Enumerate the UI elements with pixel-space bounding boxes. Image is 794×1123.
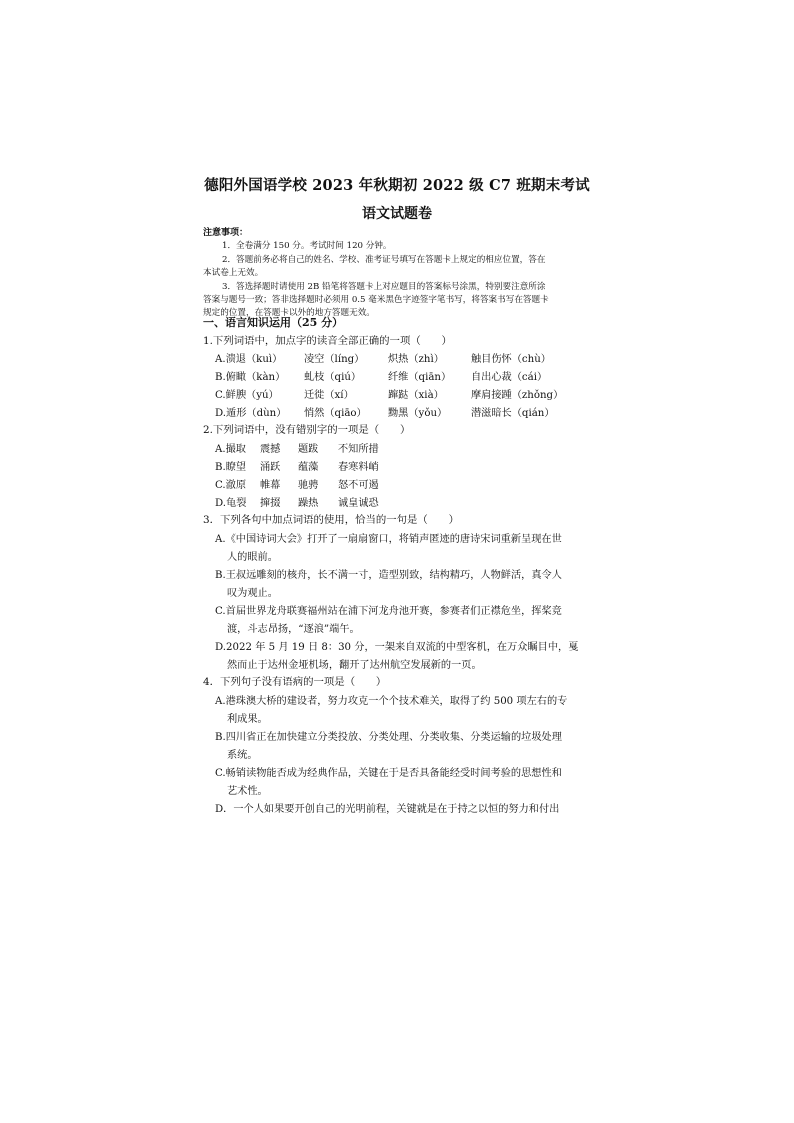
question-3-stem: 3．下列各句中加点词语的使用，恰当的一句是（ ）: [203, 514, 459, 526]
notes-heading: 注意事项：: [203, 228, 249, 238]
exam-subtitle: 语文试题卷: [362, 206, 432, 222]
q2-cell: 帷幕: [260, 480, 281, 491]
note-line: 3．答选择题时请使用 2B 铅笔将答题卡上对应题目的答案标号涂黑，特别要注意所涂: [222, 282, 546, 292]
q3-option-d-cont: 然而止于达州金垭机场，翻开了达州航空发展新的一页。: [227, 660, 482, 671]
q1-option-a: A.溃退（kuì）: [215, 354, 283, 365]
q1-cell: 炽热（zhì）: [388, 354, 444, 365]
q4-option-a: A.港珠澳大桥的建设者，努力攻克一个个技术难关，取得了约 500 项左右的专: [215, 696, 568, 707]
q2-cell: 题跋: [298, 444, 319, 455]
q2-cell: 不知所措: [338, 444, 379, 455]
q2-cell: 春寒料峭: [338, 462, 379, 473]
q1-cell: 触目伤怀（chù）: [471, 354, 551, 365]
q2-cell: 震撼: [260, 444, 281, 455]
q4-option-b-cont: 系统。: [227, 750, 258, 761]
q1-cell: 虬枝（qiú）: [304, 372, 362, 383]
q3-option-c-cont: 渡，斗志昂扬，“逐浪”端午。: [227, 624, 360, 635]
q3-option-b: B.王叔远雕刻的核舟，长不满一寸，造型别致，结构精巧，人物鲜活，真令人: [215, 570, 562, 581]
question-4-stem: 4．下列句子没有语病的一项是（ ）: [203, 676, 387, 688]
q1-cell: 黝黑（yǒu）: [388, 408, 448, 419]
q2-option-d: D.龟裂: [215, 498, 247, 509]
q1-option-b: B.俯瞰（kàn）: [215, 372, 286, 383]
q2-option-c: C.澈原: [215, 480, 247, 491]
q1-cell: 潜滋暗长（qián）: [471, 408, 555, 419]
q2-cell: 涌跃: [260, 462, 281, 473]
q1-cell: 自出心裁（cái）: [471, 372, 548, 383]
q1-cell: 悄然（qiāo）: [304, 408, 367, 419]
note-line: 本试卷上无效。: [203, 268, 264, 278]
q2-cell: 驰骋: [298, 480, 319, 491]
q4-option-c: C.畅销读物能否成为经典作品，关键在于是否具备能经受时间考验的思想性和: [215, 768, 562, 779]
q2-cell: 蕴藻: [298, 462, 319, 473]
note-line: 2．答题前务必将自己的姓名、学校、准考证号填写在答题卡上规定的相应位置，答在: [222, 255, 546, 265]
note-line: 答案与题号一致；答非选择题时必须用 0.5 毫米黑色字迹签字笔书写，将答案书写在答题卡: [203, 295, 549, 305]
q3-option-a-cont: 人的眼前。: [227, 552, 278, 563]
q2-cell: 撺掇: [260, 498, 281, 509]
q1-cell: 摩肩接踵（zhǒng）: [471, 390, 564, 401]
q4-option-d: D．一个人如果要开创自己的光明前程，关键就是在于持之以恒的努力和付出: [215, 804, 560, 815]
q2-cell: 怒不可遏: [338, 480, 379, 491]
q4-option-c-cont: 艺术性。: [227, 786, 268, 797]
question-2-stem: 2.下列词语中，没有错别字的一项是（ ）: [203, 424, 411, 436]
q1-option-d: D.遁形（dùn）: [215, 408, 287, 419]
note-line: 规定的位置，在答题卡以外的地方答题无效。: [203, 308, 375, 318]
q1-cell: 迁徙（xí）: [304, 390, 354, 401]
question-1-stem: 1.下列词语中，加点字的读音全部正确的一项（ ）: [203, 335, 452, 347]
exam-title: 德阳外国语学校 2023 年秋期初 2022 级 C7 班期末考试: [204, 177, 590, 194]
q1-cell: 纤维（qiān）: [388, 372, 452, 383]
q1-cell: 蹿跶（xià）: [388, 390, 444, 401]
q2-cell: 诚皇诚恐: [338, 498, 379, 509]
section-heading: 一、语言知识运用（25 分）: [203, 316, 344, 329]
q4-option-a-cont: 利成果。: [227, 714, 268, 725]
q1-cell: 凌空（líng）: [304, 354, 365, 365]
q2-cell: 躁热: [298, 498, 319, 509]
q2-option-a: A.撮取: [215, 444, 246, 455]
note-line: 1．全卷满分 150 分。考试时间 120 分钟。: [222, 241, 392, 251]
q4-option-b: B.四川省正在加快建立分类投放、分类处理、分类收集、分类运输的垃圾处理: [215, 732, 562, 743]
q3-option-a: A.《中国诗词大会》打开了一扇扇窗口，将销声匿迹的唐诗宋词重新呈现在世: [215, 534, 562, 545]
q1-option-c: C.鲜腴（yú）: [215, 390, 279, 401]
q2-option-b: B.瞭望: [215, 462, 247, 473]
q3-option-c: C.首届世界龙舟联赛福州站在浦下河龙舟池开赛，参赛者们正襟危坐，挥桨竞: [215, 606, 562, 617]
q3-option-b-cont: 叹为观止。: [227, 588, 278, 599]
q3-option-d: D.2022 年 5 月 19 日 8：30 分，一架来自双流的中型客机，在万众瞩目中，戛: [215, 642, 579, 653]
